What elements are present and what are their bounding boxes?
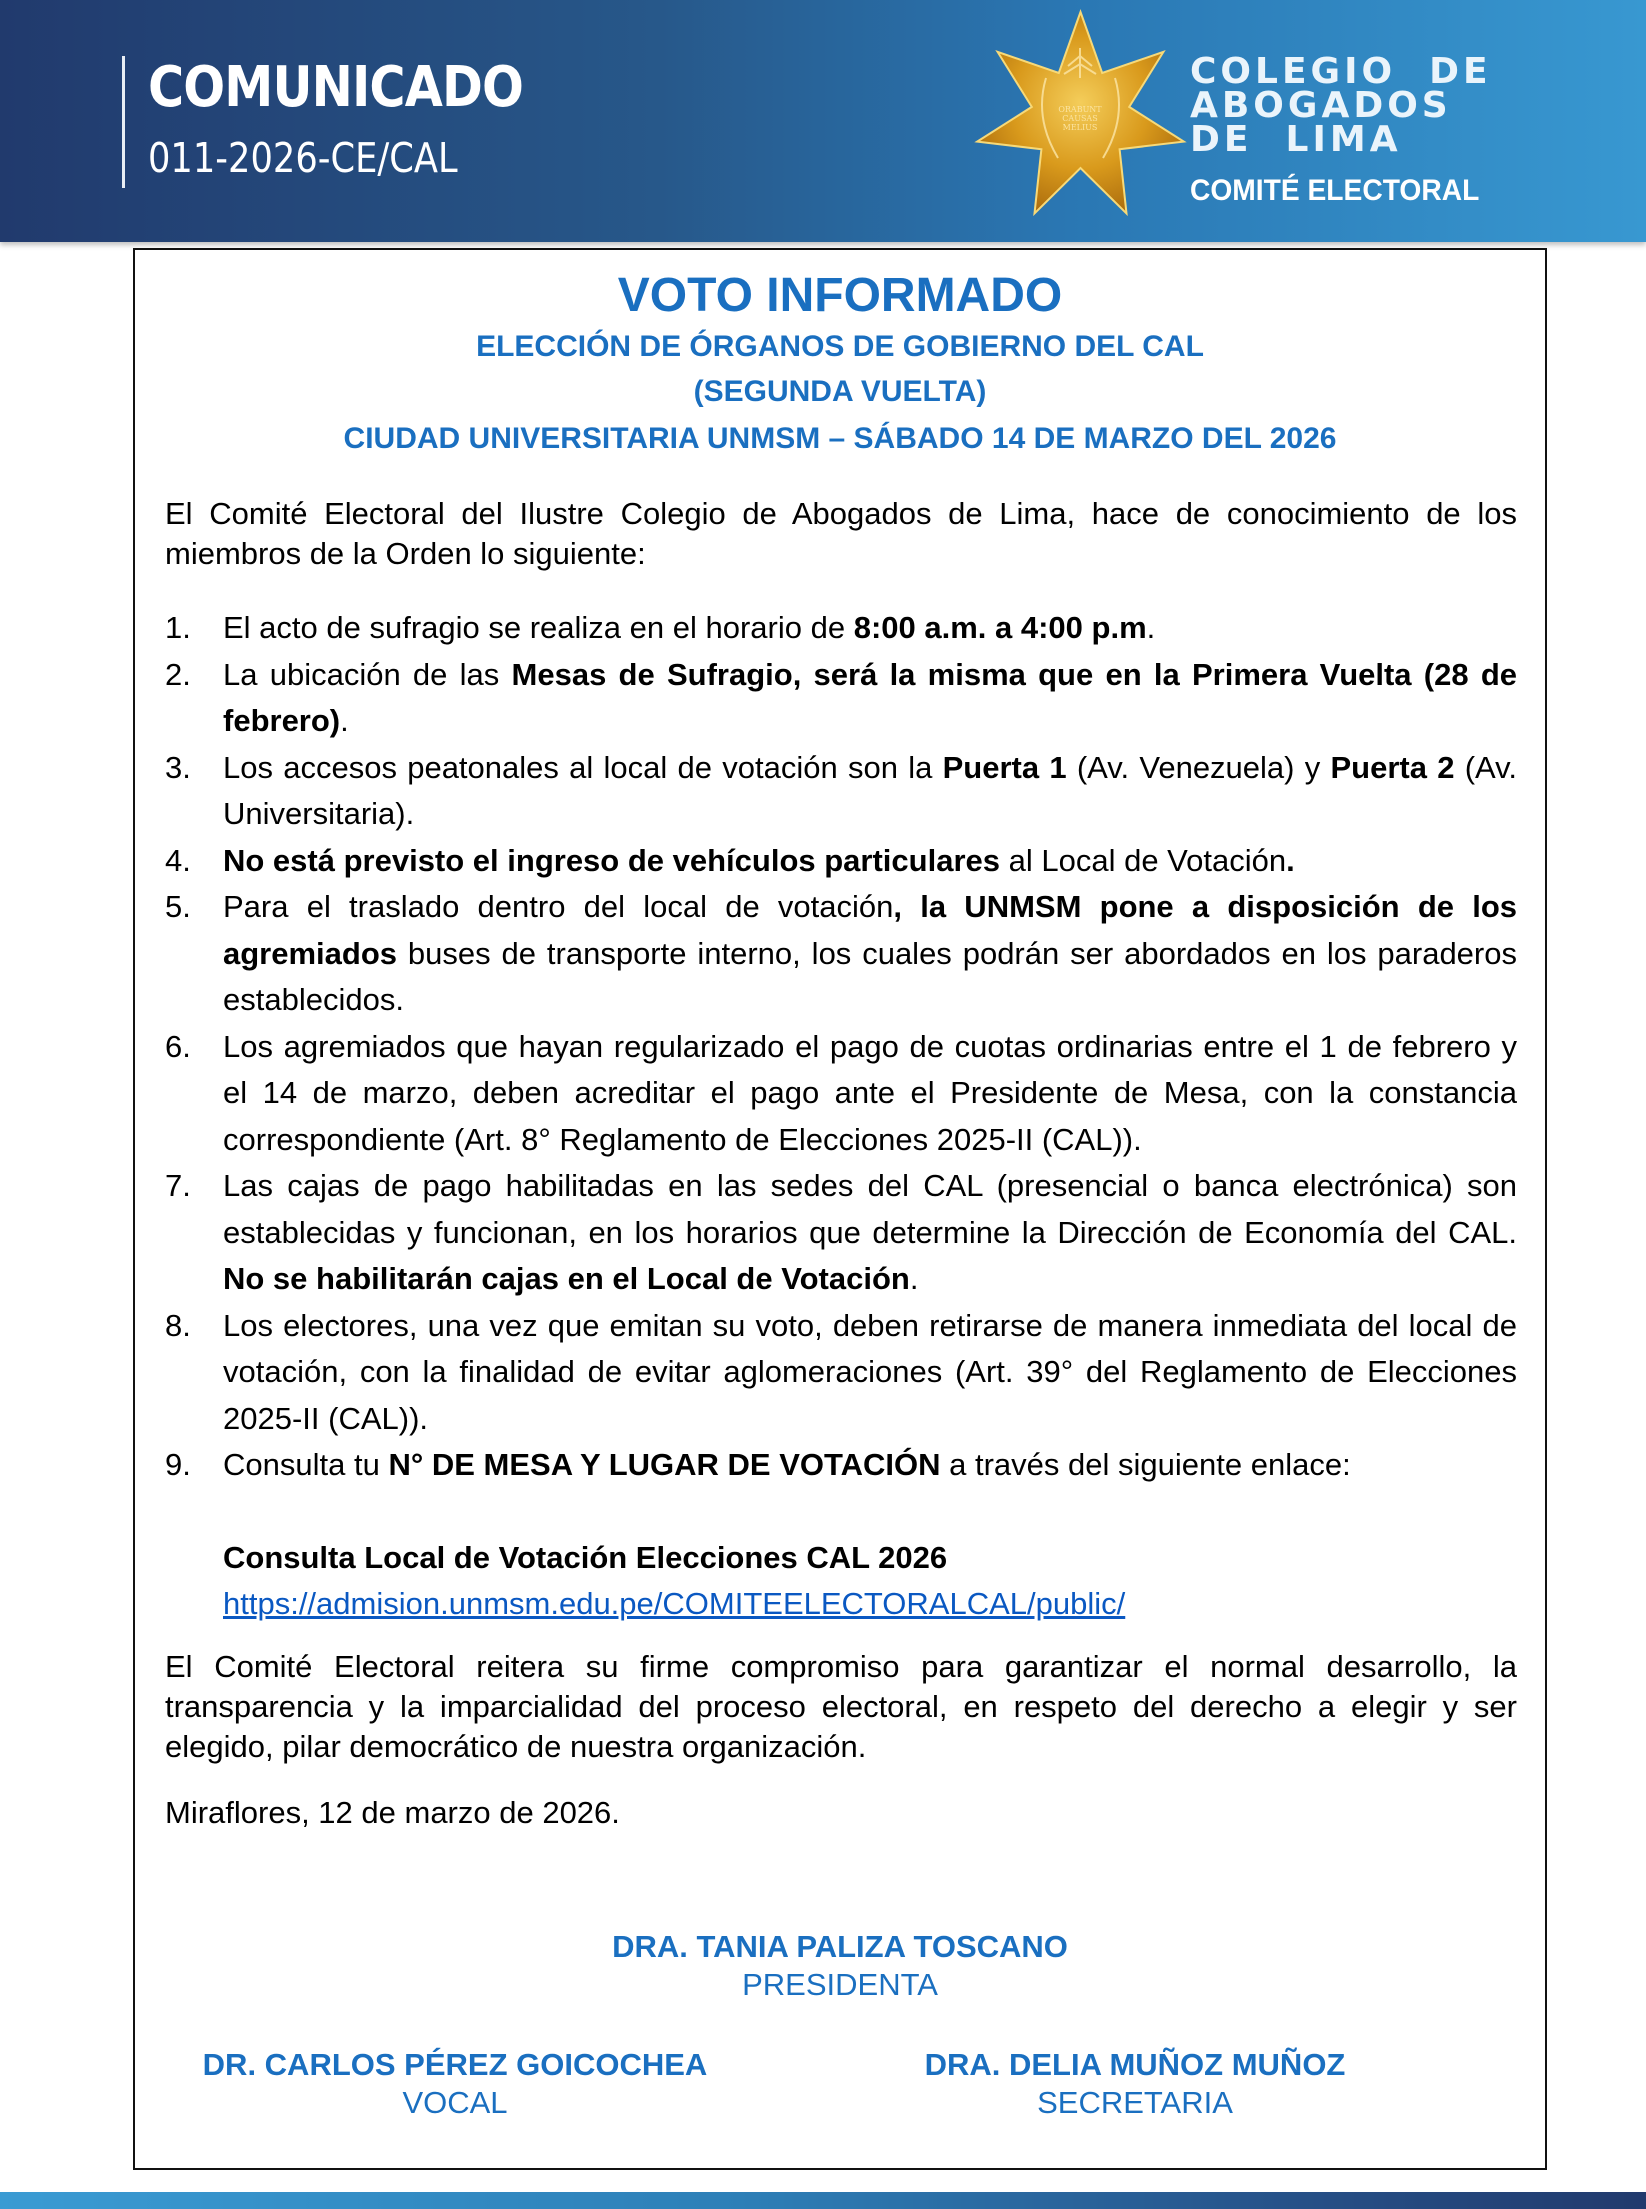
list-item-number: 1. <box>165 610 191 645</box>
signatory-role: SECRETARIA <box>1037 2085 1233 2120</box>
list-item-text: . <box>340 703 349 738</box>
list-item <box>165 1442 1517 1489</box>
signatory-role: VOCAL <box>402 2085 508 2120</box>
signature-president <box>135 1928 1545 2004</box>
closing-paragraph: El Comité Electoral reitera su firme compromiso para garantizar el normal desarrollo, la transparencia y la imparcialidad del proceso electoral, en respeto del derecho a elegir y ser elegido, pilar democrático de nuestra organización. <box>165 1649 1517 1764</box>
list-item-text: (Av. Universitaria). <box>223 749 1517 831</box>
organization-name <box>1190 51 1492 160</box>
list-item-text: Los agremiados que hayan regularizado el pago de cuotas ordinarias entre el 1 de febrero y el 14 de marzo, deben acreditar el pago ante el Presidente de Mesa, con la constancia correspondiente (Art. 8° Reglamento de Elecciones 2025-II (CAL)). <box>223 1028 1517 1157</box>
list-item-emphasis: 8:00 a.m. a 4:00 p.m <box>853 610 1147 645</box>
committee-name: COMITÉ ELECTORAL <box>1190 174 1480 207</box>
communique-body-frame <box>133 248 1547 2170</box>
signatory-name: DRA. DELIA MUÑOZ MUÑOZ <box>924 2047 1346 2082</box>
document-title: VOTO INFORMADO <box>617 269 1063 322</box>
list-item-text: buses de transporte interno, los cuales podrán ser abordados en los paraderos establecidos. <box>223 935 1517 1017</box>
place-date: Miraflores, 12 de marzo de 2026. <box>165 1795 620 1830</box>
instructions-list-wrapper <box>165 605 1517 1628</box>
list-item <box>165 605 1517 652</box>
list-item-text: Consulta tu <box>223 1447 389 1482</box>
list-item-text: (Av. Venezuela) y <box>1066 749 1331 785</box>
list-item-number: 7. <box>165 1168 191 1203</box>
list-item-emphasis: No está previsto el ingreso de vehículos particulares <box>223 842 1000 878</box>
list-item <box>165 1163 1517 1303</box>
document-type-title: COMUNICADO <box>148 55 524 120</box>
svg-text:MELIUS: MELIUS <box>1062 123 1098 132</box>
list-item <box>165 838 1517 885</box>
list-item-emphasis: Puerta 1 <box>942 749 1067 785</box>
header-banner <box>0 0 1646 242</box>
list-item <box>165 652 1517 745</box>
list-item-text: Para el traslado dentro del local de votación <box>223 889 894 924</box>
document-subtitle-round: (SEGUNDA VUELTA) <box>693 375 987 408</box>
footer-band <box>0 2192 1646 2209</box>
list-item-number: 4. <box>165 842 191 878</box>
cal-star-seal-icon <box>968 8 1193 223</box>
list-item <box>165 745 1517 838</box>
org-name-line: DE LIMA <box>1190 119 1402 160</box>
signature-vocal <box>175 2046 735 2122</box>
list-item-emphasis: No se habilitarán cajas en el Local de Votación <box>223 1261 910 1296</box>
signature-secretary <box>875 2046 1395 2122</box>
list-item-emphasis: N° DE MESA Y LUGAR DE VOTACIÓN <box>388 1447 941 1482</box>
document-subtitle: ELECCIÓN DE ÓRGANOS DE GOBIERNO DEL CAL <box>476 330 1204 363</box>
signatory-name: DRA. TANIA PALIZA TOSCANO <box>612 1929 1068 1964</box>
list-item-emphasis: Puerta 2 <box>1330 749 1455 785</box>
list-item-number: 5. <box>165 889 191 924</box>
list-item-number: 2. <box>165 656 191 692</box>
list-item-text: Los electores, una vez que emitan su voto, deben retirarse de manera inmediata del local de votación, con la finalidad de evitar aglomeraciones (Art. 39° del Reglamento de Elecciones 2025-II (CAL)). <box>223 1307 1517 1436</box>
header-divider <box>122 56 125 188</box>
signatory-name: DR. CARLOS PÉREZ GOICOCHEA <box>202 2047 708 2082</box>
signatory-role: PRESIDENTA <box>742 1967 938 2002</box>
list-item-text: al Local de Votación <box>1000 842 1287 878</box>
list-item <box>165 1024 1517 1164</box>
list-item-number: 9. <box>165 1447 191 1482</box>
link-title: Consulta Local de Votación Elecciones CAL 2026 <box>223 1539 948 1575</box>
org-name-line: ABOGADOS <box>1190 85 1452 126</box>
list-item-emphasis: . <box>1286 842 1295 878</box>
svg-text:ORABUNT: ORABUNT <box>1058 105 1102 114</box>
list-item <box>165 884 1517 1024</box>
list-item-text: La ubicación de las <box>223 656 512 692</box>
polling-place-lookup-link[interactable]: https://admision.unmsm.edu.pe/COMITEELECTORALCAL/public/ <box>223 1586 1126 1621</box>
list-item-number: 3. <box>165 749 191 785</box>
list-item-text: . <box>909 1261 919 1296</box>
instructions-list <box>165 605 1517 1489</box>
list-item-text: . <box>1146 610 1156 645</box>
document-subtitle-venue-date: CIUDAD UNIVERSITARIA UNMSM – SÁBADO 14 DE MARZO DEL 2026 <box>343 422 1337 455</box>
intro-paragraph: El Comité Electoral del Ilustre Colegio de Abogados de Lima, hace de conocimiento de los miembros de la Orden lo siguiente: <box>165 496 1517 571</box>
list-item-emphasis: , la UNMSM pone a disposición de los agremiados <box>223 889 1517 971</box>
list-item-number: 6. <box>165 1028 191 1064</box>
org-name-line: COLEGIO DE <box>1190 51 1492 92</box>
communique-code: 011-2026-CE/CAL <box>148 134 458 182</box>
list-item-emphasis: Mesas de Sufragio, será la misma que en la Primera Vuelta (28 de febrero) <box>223 656 1518 738</box>
link-block <box>165 1535 1517 1628</box>
list-item-text: El acto de sufragio se realiza en el horario de <box>223 610 854 645</box>
list-item-text: a través del siguiente enlace: <box>940 1447 1351 1482</box>
list-item-number: 8. <box>165 1307 191 1343</box>
svg-text:CAUSAS: CAUSAS <box>1062 114 1098 123</box>
list-item <box>165 1303 1517 1443</box>
list-item-text: Las cajas de pago habilitadas en las sedes del CAL (presencial o banca electrónica) son establecidas y funcionan, en los horarios que determine la Dirección de Economía del CAL. <box>223 1168 1517 1250</box>
list-item-text: Los accesos peatonales al local de votación son la <box>223 749 943 785</box>
